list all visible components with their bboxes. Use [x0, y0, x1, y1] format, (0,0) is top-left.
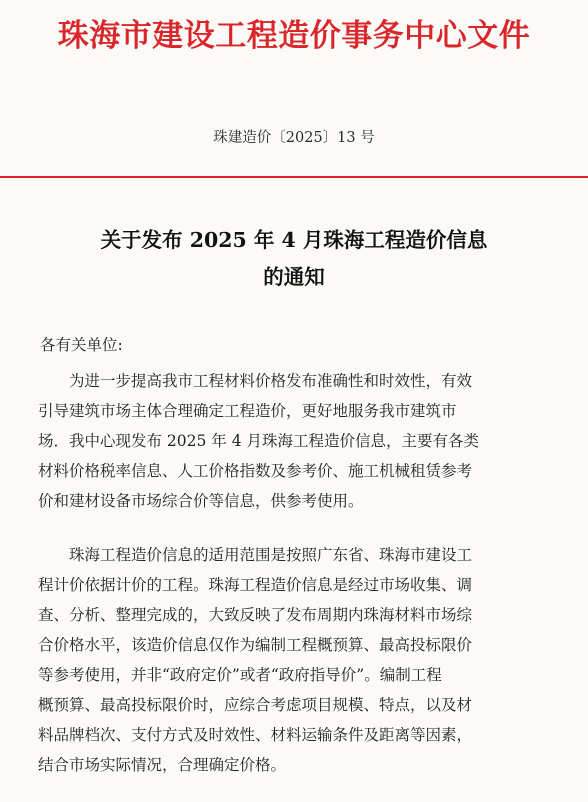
notice-title-line-2: 的通知	[263, 265, 325, 289]
paragraph-1-line-2: 引导建筑市场主体合理确定工程造价，更好地服务我市建筑市	[38, 402, 457, 420]
paragraph-2-line-8: 结合市场实际情况，合理确定价格。	[38, 756, 287, 774]
paragraph-2-line-2: 程计价依据计价的工程。珠海工程造价信息是经过市场收集、调	[38, 576, 473, 594]
paragraph-2	[38, 540, 558, 780]
paragraph-2-line-7: 料品牌档次、支付方式及时效性、材料运输条件及距离等因素，	[38, 726, 473, 744]
paragraph-2-line-4: 合价格水平，该造价信息仅作为编制工程概预算、最高投标限价	[38, 636, 473, 654]
document-masthead: 珠海市建设工程造价事务中心文件	[57, 18, 531, 54]
red-divider-line	[0, 176, 588, 178]
paragraph-1-line-1: 为进一步提高我市工程材料价格发布准确性和时效性，有效	[69, 372, 473, 390]
paragraph-2-line-3: 查、分析、整理完成的，大致反映了发布周期内珠海材料市场综	[38, 606, 473, 624]
paragraph-2-line-5: 等参考使用，并非“政府定价”或者“政府指导价”。编制工程	[38, 666, 442, 684]
paragraph-1-line-3: 场．我中心现发布 2025 年 4 月珠海工程造价信息，主要有各类	[38, 432, 480, 450]
paragraph-1-line-4: 材料价格税率信息、人工价格指数及参考价、施工机械租赁参考	[38, 462, 473, 480]
salutation: 各有关单位:	[40, 336, 123, 354]
paragraph-1	[38, 366, 558, 516]
paragraph-2-line-1: 珠海工程造价信息的适用范围是按照广东省、珠海市建设工	[69, 546, 473, 564]
document-number: 珠建造价〔2025〕13 号	[213, 130, 375, 146]
notice-title	[0, 222, 588, 296]
paragraph-2-line-6: 概预算、最高投标限价时，应综合考虑项目规模、特点，以及材	[38, 696, 473, 714]
notice-title-line-1: 关于发布 2025 年 4 月珠海工程造价信息	[100, 228, 488, 252]
paragraph-1-line-5: 价和建材设备市场综合价等信息，供参考使用。	[38, 492, 364, 510]
